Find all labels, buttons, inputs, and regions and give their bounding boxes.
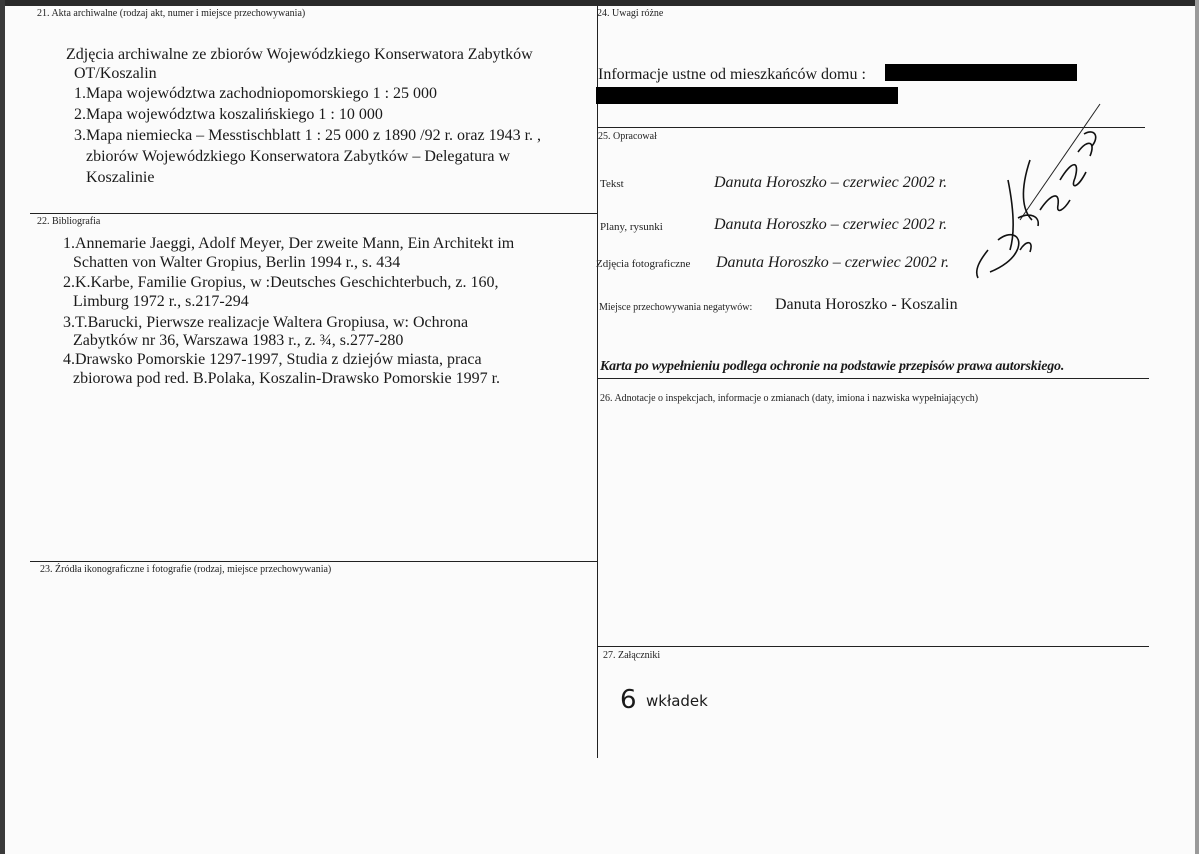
section-21-line: Zdjęcia archiwalne ze zbiorów Wojewódzkiego Konserwatora Zabytków	[66, 46, 533, 63]
author-row-value: Danuta Horoszko – czerwiec 2002 r.	[714, 216, 948, 233]
section-21-line: 3.Mapa niemiecka – Messtischblatt 1 : 25 000 z 1890 /92 r. oraz 1943 r. ,	[74, 127, 542, 144]
scan-edge-right	[1195, 0, 1199, 854]
author-row-label: Zdjęcia fotograficzne	[596, 258, 691, 270]
section-22-label: 22. Bibliografia	[37, 216, 101, 227]
bibliography-line: Limburg 1972 r., s.217-294	[73, 293, 249, 310]
section-21-line: Koszalinie	[86, 169, 155, 186]
divider-22-23	[30, 561, 597, 562]
author-row-label: Tekst	[600, 178, 624, 190]
copyright-note: Karta po wypełnieniu podlega ochronie na podstawie przepisów prawa autorskiego.	[600, 359, 1065, 374]
bibliography-line: Schatten von Walter Gropius, Berlin 1994 r., s. 434	[73, 254, 401, 271]
bibliography-line: Zabytków nr 36, Warszawa 1983 r., z. ¾, s.277-280	[73, 332, 404, 349]
scan-edge-left	[0, 0, 5, 854]
section-23-label: 23. Źródła ikonograficzne i fotografie (rodzaj, miejsce przechowywania)	[40, 564, 332, 575]
bibliography-line: zbiorowa pod red. B.Polaka, Koszalin-Drawsko Pomorskie 1997 r.	[73, 370, 501, 387]
section-21-line: zbiorów Wojewódzkiego Konserwatora Zabytków – Delegatura w	[86, 148, 511, 165]
divider-26-27	[597, 646, 1149, 647]
bibliography-line: 2.K.Karbe, Familie Gropius, w :Deutsches Geschichterbuch, z. 160,	[63, 274, 499, 291]
attachments-count: 6	[620, 685, 637, 715]
section-21-line: 2.Mapa województwa koszalińskiego 1 : 10 000	[74, 106, 383, 123]
section-21-line: 1.Mapa województwa zachodniopomorskiego 1 : 25 000	[74, 85, 438, 102]
section-27-label: 27. Załączniki	[603, 650, 661, 661]
bibliography-line: 3.T.Barucki, Pierwsze realizacje Waltera Gropiusa, w: Ochrona	[63, 314, 469, 331]
divider-25-26	[597, 378, 1149, 379]
author-row-value: Danuta Horoszko – czerwiec 2002 r.	[714, 174, 948, 191]
oral-info-text: Informacje ustne od mieszkańców domu :	[598, 66, 866, 83]
section-21-line: OT/Koszalin	[74, 65, 157, 82]
redaction-bar	[885, 64, 1077, 81]
section-24-label: 24. Uwagi różne	[597, 8, 664, 19]
divider-21-22	[30, 213, 597, 214]
scan-edge-top	[0, 0, 1199, 6]
attachments-text: wkładek	[646, 692, 708, 710]
negatives-value: Danuta Horoszko - Koszalin	[775, 296, 958, 313]
author-row-value: Danuta Horoszko – czerwiec 2002 r.	[716, 254, 950, 271]
section-25-label: 25. Opracował	[598, 131, 657, 142]
section-26-label: 26. Adnotacje o inspekcjach, informacje o zmianach (daty, imiona i nazwiska wypełniających)	[600, 393, 979, 404]
bibliography-line: 1.Annemarie Jaeggi, Adolf Meyer, Der zweite Mann, Ein Architekt im	[63, 235, 515, 252]
bibliography-line: 4.Drawsko Pomorskie 1297-1997, Studia z dziejów miasta, praca	[63, 351, 482, 368]
author-row-label: Plany, rysunki	[600, 221, 663, 233]
handwritten-signature	[960, 100, 1110, 290]
redaction-bar	[596, 87, 898, 104]
negatives-label: Miejsce przechowywania negatywów:	[599, 302, 753, 313]
section-21-label: 21. Akta archiwalne (rodzaj akt, numer i miejsce przechowywania)	[37, 8, 306, 19]
